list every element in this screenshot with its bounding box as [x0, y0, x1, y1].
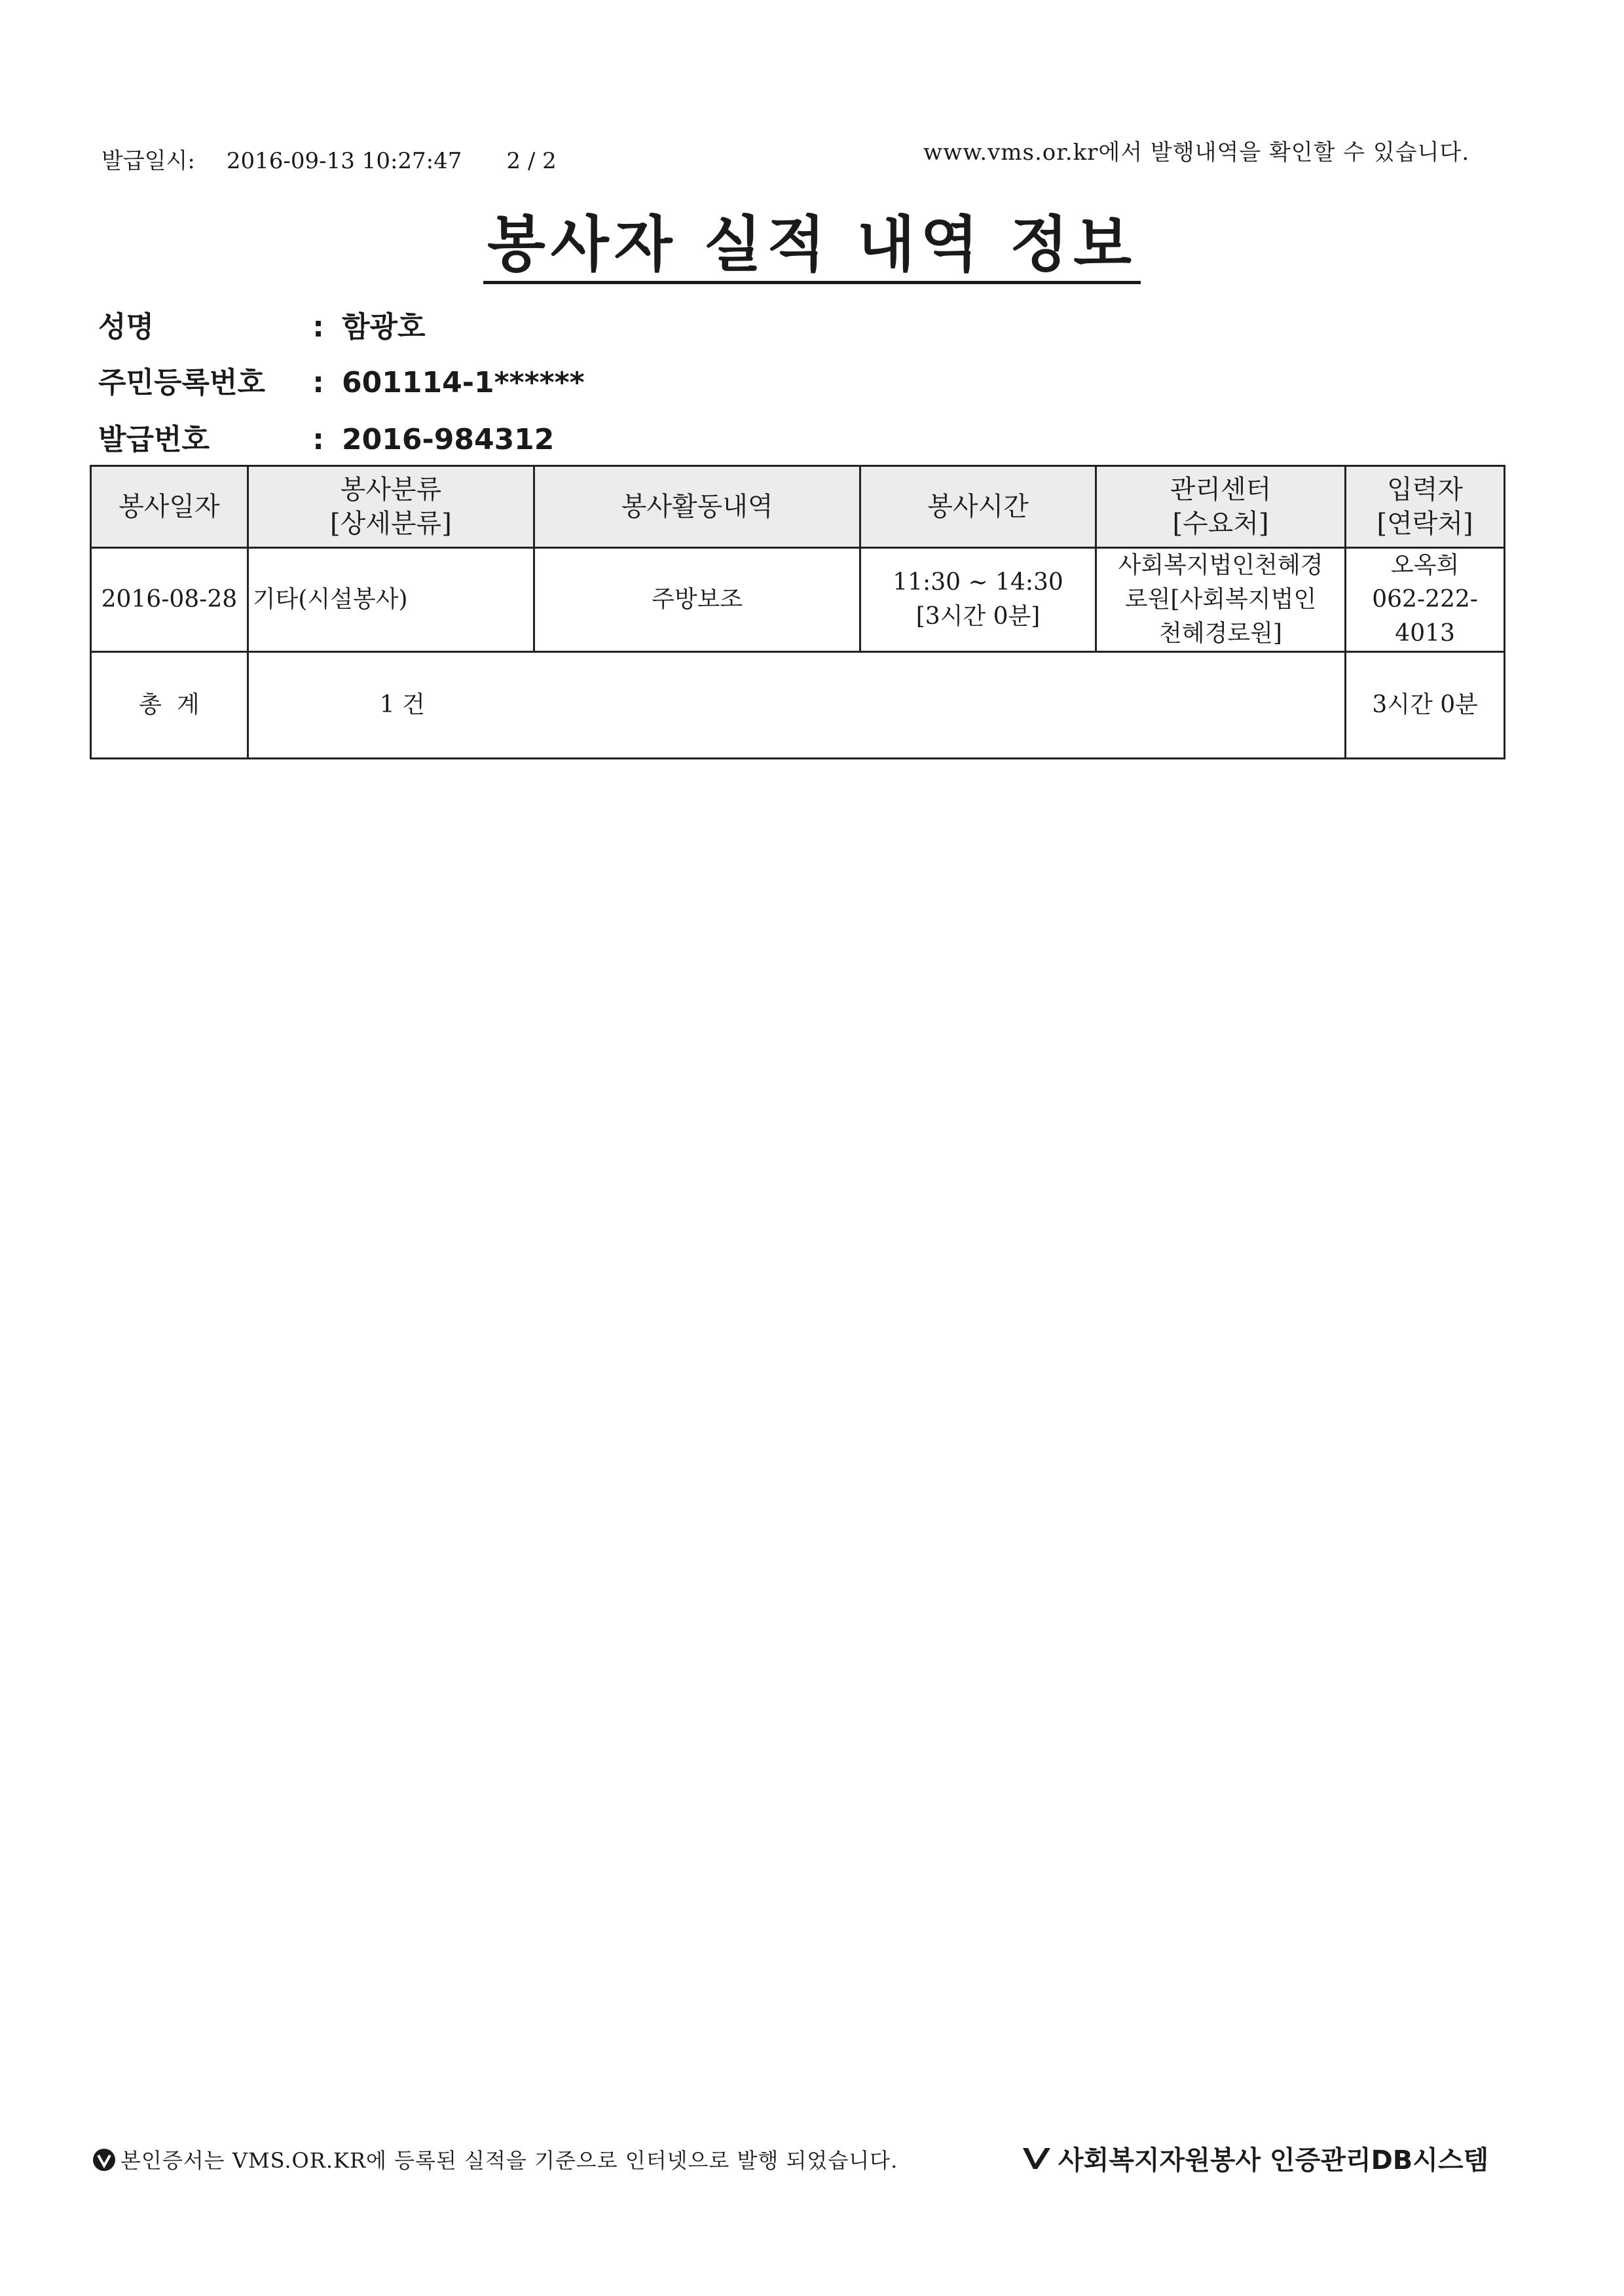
table-total-row — [91, 652, 1505, 759]
colon: : — [312, 423, 324, 456]
page-title-text: 봉사자 실적 내역 정보 — [483, 210, 1141, 284]
table-header-row — [91, 466, 1505, 548]
volunteer-records-table — [90, 465, 1505, 759]
name-field — [98, 303, 426, 345]
header-center — [1096, 466, 1345, 548]
table-row — [91, 548, 1505, 652]
cell-time-duration: [3시간 0분] — [915, 603, 1041, 630]
cell-inputter-name: 오옥희 — [1390, 552, 1460, 579]
issue-info — [101, 143, 588, 175]
cell-activity: 주방보조 — [534, 548, 860, 652]
header-category-main: 봉사분류 — [340, 475, 442, 505]
cell-time-range: 11:30 ~ 14:30 — [893, 569, 1063, 596]
total-label: 총 계 — [91, 652, 248, 759]
footer-disclaimer — [92, 2144, 898, 2178]
issue-number-field — [98, 416, 554, 458]
footer-system-name-text: 사회복지자원봉사 인증관리DB시스템 — [1058, 2145, 1489, 2176]
header-activity: 봉사활동내역 — [534, 466, 860, 548]
name-value: 함광호 — [342, 310, 426, 344]
header-inputter-main: 입력자 — [1387, 475, 1464, 505]
header-center-sub: [수요처] — [1172, 509, 1269, 539]
colon: : — [312, 366, 324, 399]
header-inputter-sub: [연락처] — [1376, 509, 1473, 539]
total-hours: 3시간 0분 — [1346, 652, 1505, 759]
resident-id-label: 주민등록번호 — [98, 366, 266, 399]
header-time: 봉사시간 — [860, 466, 1096, 548]
issue-number-value: 2016-984312 — [342, 423, 555, 456]
footer-disclaimer-text: 본인증서는 VMS.OR.KR에 등록된 실적을 기준으로 인터넷으로 발행 되었습니다. — [120, 2148, 898, 2173]
header-center-main: 관리센터 — [1170, 475, 1272, 505]
total-count: 1 건 — [248, 652, 1345, 759]
resident-id-value: 601114-1****** — [342, 366, 585, 399]
issue-number-label: 발급번호 — [98, 423, 210, 456]
colon: : — [312, 310, 324, 344]
resident-id-field — [98, 359, 585, 401]
cell-center-line: 사회복지법인천혜경 — [1118, 552, 1323, 579]
page-indicator: 2 / 2 — [506, 148, 557, 174]
issue-datetime: 2016-09-13 10:27:47 — [226, 148, 462, 174]
cell-date: 2016-08-28 — [91, 548, 248, 652]
name-label: 성명 — [98, 310, 155, 344]
v-logo-icon — [1022, 2145, 1052, 2178]
verification-notice: www.vms.or.kr에서 발행내역을 확인할 수 있습니다. — [923, 139, 1470, 166]
cell-time — [860, 548, 1096, 652]
cell-center — [1096, 548, 1345, 652]
cell-inputter-phone: 062-222-4013 — [1372, 586, 1478, 647]
cell-category: 기타(시설봉사) — [248, 548, 534, 652]
header-category-sub: [상세분류] — [330, 509, 452, 539]
header-inputter — [1346, 466, 1505, 548]
v-circle-logo-icon — [92, 2147, 117, 2178]
page-title — [0, 196, 1624, 283]
cell-inputter — [1346, 548, 1505, 652]
footer-system-name — [1022, 2140, 1488, 2178]
issue-label: 발급일시: — [101, 148, 195, 174]
cell-center-line: 로원[사회복지법인 — [1124, 586, 1317, 613]
cell-center-line: 천혜경로원] — [1159, 620, 1282, 647]
header-date: 봉사일자 — [91, 466, 248, 548]
header-category — [248, 466, 534, 548]
